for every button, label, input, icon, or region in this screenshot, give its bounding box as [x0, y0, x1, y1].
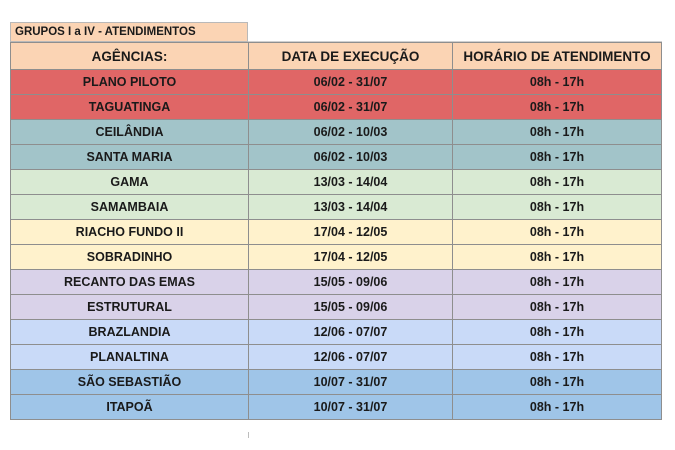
header-execution-date[interactable]: DATA DE EXECUÇÃO — [249, 43, 453, 70]
dates-cell[interactable]: 13/03 - 14/04 — [249, 170, 453, 195]
table-body — [11, 70, 662, 420]
dates-cell[interactable]: 10/07 - 31/07 — [249, 395, 453, 420]
hours-cell[interactable]: 08h - 17h — [453, 220, 662, 245]
table-row — [11, 95, 662, 120]
table-row — [11, 170, 662, 195]
agency-cell[interactable]: PLANALTINA — [11, 345, 249, 370]
header-agencies[interactable]: AGÊNCIAS: — [11, 43, 249, 70]
dates-cell[interactable]: 17/04 - 12/05 — [249, 245, 453, 270]
dates-cell[interactable]: 12/06 - 07/07 — [249, 345, 453, 370]
hours-cell[interactable]: 08h - 17h — [453, 270, 662, 295]
title-row — [10, 22, 662, 42]
agency-cell[interactable]: TAGUATINGA — [11, 95, 249, 120]
dates-cell[interactable]: 15/05 - 09/06 — [249, 295, 453, 320]
agency-cell[interactable]: ESTRUTURAL — [11, 295, 249, 320]
agency-cell[interactable]: RECANTO DAS EMAS — [11, 270, 249, 295]
agency-cell[interactable]: RIACHO FUNDO II — [11, 220, 249, 245]
table-row — [11, 370, 662, 395]
hours-cell[interactable]: 08h - 17h — [453, 345, 662, 370]
hours-cell[interactable]: 08h - 17h — [453, 120, 662, 145]
table-row — [11, 245, 662, 270]
table-row — [11, 320, 662, 345]
grid-line — [248, 432, 249, 438]
dates-cell[interactable]: 06/02 - 10/03 — [249, 145, 453, 170]
hours-cell[interactable]: 08h - 17h — [453, 295, 662, 320]
table-row — [11, 345, 662, 370]
agency-cell[interactable]: SOBRADINHO — [11, 245, 249, 270]
agency-cell[interactable]: SÃO SEBASTIÃO — [11, 370, 249, 395]
schedule-table — [10, 42, 662, 420]
table-row — [11, 295, 662, 320]
agency-cell[interactable]: SANTA MARIA — [11, 145, 249, 170]
hours-cell[interactable]: 08h - 17h — [453, 370, 662, 395]
hours-cell[interactable]: 08h - 17h — [453, 395, 662, 420]
table-row — [11, 145, 662, 170]
schedule-sheet — [10, 22, 662, 420]
empty-title-cell[interactable] — [248, 22, 662, 42]
dates-cell[interactable]: 06/02 - 31/07 — [249, 95, 453, 120]
table-row — [11, 120, 662, 145]
dates-cell[interactable]: 13/03 - 14/04 — [249, 195, 453, 220]
dates-cell[interactable]: 15/05 - 09/06 — [249, 270, 453, 295]
sheet-title[interactable]: GRUPOS I a IV - ATENDIMENTOS — [10, 22, 248, 42]
header-row — [11, 43, 662, 70]
dates-cell[interactable]: 10/07 - 31/07 — [249, 370, 453, 395]
table-row — [11, 220, 662, 245]
header-service-hours[interactable]: HORÁRIO DE ATENDIMENTO — [453, 43, 662, 70]
dates-cell[interactable]: 06/02 - 31/07 — [249, 70, 453, 95]
agency-cell[interactable]: BRAZLANDIA — [11, 320, 249, 345]
hours-cell[interactable]: 08h - 17h — [453, 320, 662, 345]
dates-cell[interactable]: 12/06 - 07/07 — [249, 320, 453, 345]
agency-cell[interactable]: PLANO PILOTO — [11, 70, 249, 95]
dates-cell[interactable]: 17/04 - 12/05 — [249, 220, 453, 245]
hours-cell[interactable]: 08h - 17h — [453, 195, 662, 220]
agency-cell[interactable]: CEILÂNDIA — [11, 120, 249, 145]
hours-cell[interactable]: 08h - 17h — [453, 145, 662, 170]
table-row — [11, 270, 662, 295]
table-row — [11, 70, 662, 95]
hours-cell[interactable]: 08h - 17h — [453, 245, 662, 270]
hours-cell[interactable]: 08h - 17h — [453, 70, 662, 95]
table-row — [11, 195, 662, 220]
hours-cell[interactable]: 08h - 17h — [453, 95, 662, 120]
agency-cell[interactable]: GAMA — [11, 170, 249, 195]
table-row — [11, 395, 662, 420]
agency-cell[interactable]: SAMAMBAIA — [11, 195, 249, 220]
agency-cell[interactable]: ITAPOÃ — [11, 395, 249, 420]
dates-cell[interactable]: 06/02 - 10/03 — [249, 120, 453, 145]
hours-cell[interactable]: 08h - 17h — [453, 170, 662, 195]
